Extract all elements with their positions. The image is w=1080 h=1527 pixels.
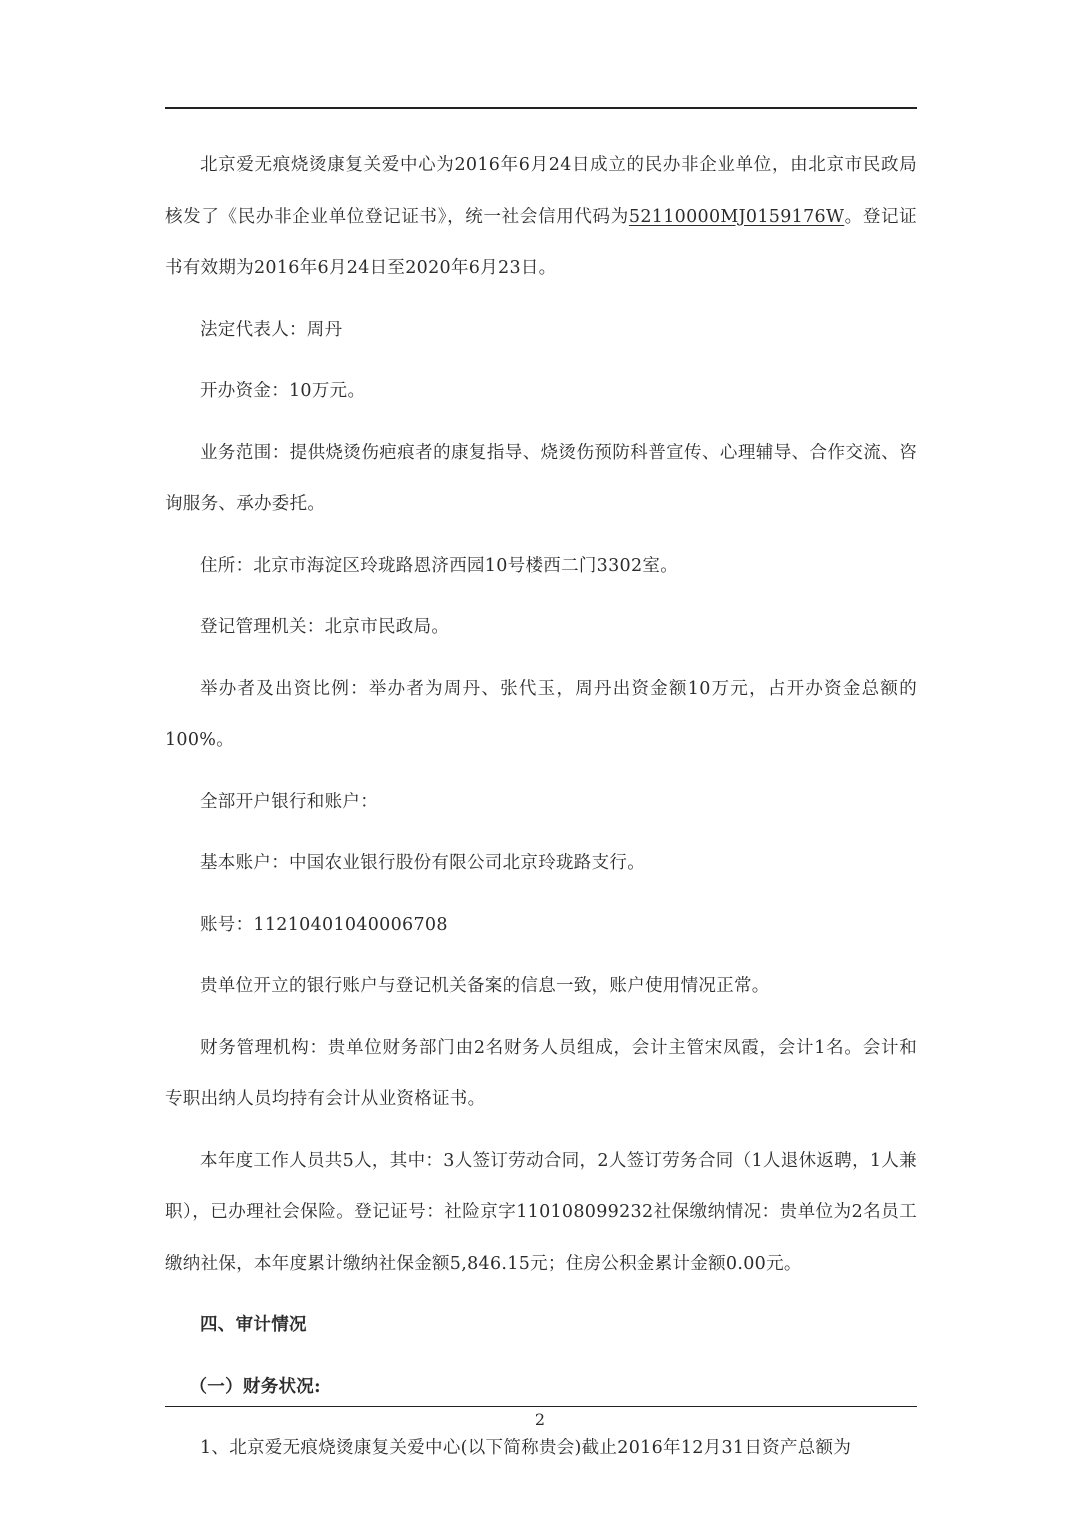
registration-validity: 。登记证书有效期为2016年6月24日至2020年6月23日。: [165, 206, 917, 278]
paragraph-bank-accounts-title: 全部开户银行和账户：: [200, 791, 378, 812]
document-body: [165, 140, 917, 1485]
paragraph-account-number: 账号：11210401040006708: [200, 914, 448, 935]
paragraph-registration: [165, 140, 917, 295]
sub-heading: （一）财务状况:: [189, 1376, 321, 1397]
paragraph-staff: 本年度工作人员共5人，其中：3人签订劳动合同，2人签订劳务合同（1人退休返聘，1人兼职），已办理社会保险。登记证号：社险京字110108099232社保缴纳情况：贵单位为2名员工缴纳社保，本年度累计缴纳社保金额5,846.15元；住房公积金累计金额0.00元。: [165, 1150, 917, 1274]
paragraph-business-scope: 业务范围：提供烧烫伤疤痕者的康复指导、烧烫伤预防科普宣传、心理辅导、合作交流、咨询服务、承办委托。: [165, 442, 917, 514]
credit-code: 52110000MJ0159176W: [628, 206, 845, 227]
paragraph-registration-authority: 登记管理机关：北京市民政局。: [200, 617, 450, 637]
paragraph-finance-department: 财务管理机构：贵单位财务部门由2名财务人员组成，会计主管宋凤霞，会计1名。会计和专职出纳人员均持有会计从业资格证书。: [165, 1037, 917, 1109]
header-rule: [165, 107, 917, 109]
paragraph-account-status: 贵单位开立的银行账户与登记机关备案的信息一致，账户使用情况正常。: [200, 976, 770, 996]
paragraph-address: 住所：北京市海淀区玲珑路恩济西园10号楼西二门3302室。: [200, 555, 679, 576]
section-heading: 四、审计情况: [200, 1315, 307, 1335]
paragraph-sponsors: 举办者及出资比例：举办者为周丹、张代玉，周丹出资金额10万元，占开办资金总额的100%。: [165, 678, 917, 750]
registration-text: 北京爱无痕烧烫康复关爱中心为2016年6月24日成立的民办非企业单位，由北京市民政局核发了《民办非企业单位登记证书》，统一社会信用代码为: [165, 155, 917, 227]
paragraph-start-capital: 开办资金：10万元。: [200, 381, 366, 401]
paragraph-basic-account: 基本账户：中国农业银行股份有限公司北京玲珑路支行。: [200, 853, 645, 873]
paragraph-legal-representative: 法定代表人：周丹: [200, 319, 343, 340]
footer-rule: [165, 1406, 917, 1407]
page-number: 2: [534, 1410, 546, 1429]
paragraph-assets: 1、北京爱无痕烧烫康复关爱中心(以下简称贵会)截止2016年12月31日资产总额为: [200, 1438, 852, 1458]
